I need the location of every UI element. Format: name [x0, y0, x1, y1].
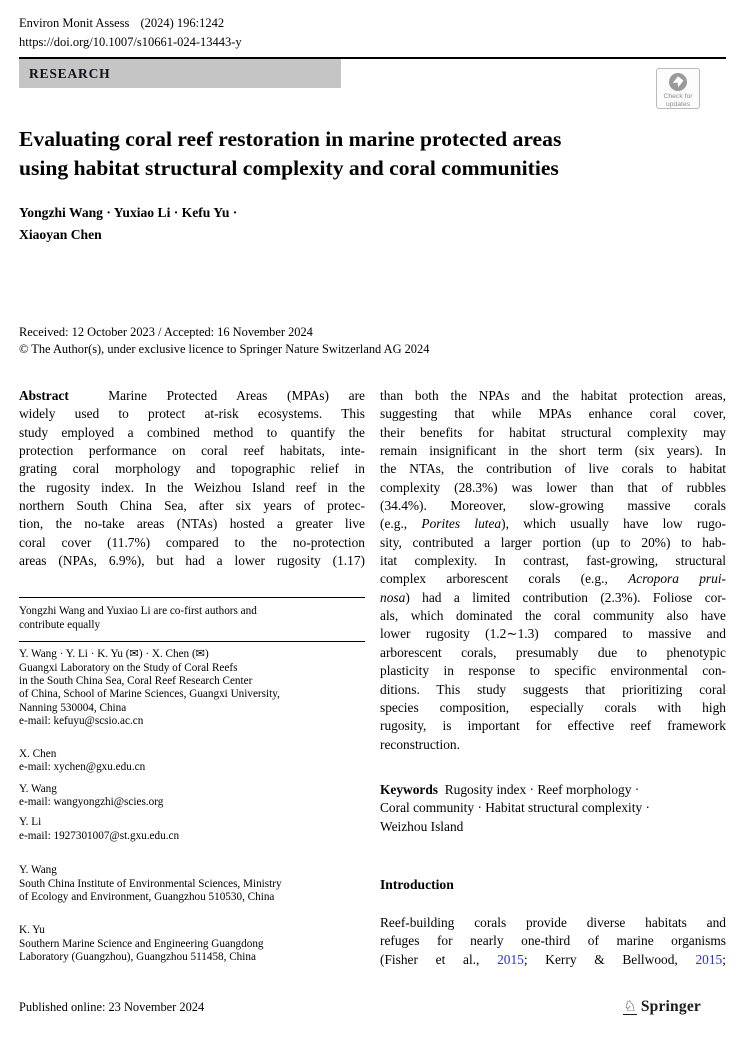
publisher-name: Springer: [640, 998, 701, 1015]
text-line: using habitat structural complexity and coral communities: [19, 155, 559, 180]
text-line: protection performance on coral reef habitats, inte-: [19, 443, 365, 459]
springer-knight-icon: ♘: [623, 997, 637, 1015]
text-line: Y. Wang: [19, 864, 57, 877]
text-line: X. Chen: [19, 747, 57, 760]
text-line: e-mail: kefuyu@scsio.ac.cn: [19, 715, 144, 728]
left-column: [19, 387, 365, 969]
text-line: Xiaoyan Chen: [19, 226, 102, 242]
text-line: (Fisher et al., 2015; Kerry & Bellwood, 2015;: [380, 951, 726, 967]
check-updates-icon: [667, 71, 689, 93]
text-line: complexity (28.3%) was lower than that of rubbles: [380, 479, 726, 495]
text-line: als, which dominated the coral community also have: [380, 608, 726, 624]
text-line: Evaluating coral reef restoration in marine protected areas: [19, 127, 562, 151]
text-line: ditions. This study suggests that prioritizing coral: [380, 681, 726, 697]
affiliation-block-4: [19, 816, 365, 843]
text-line: Yongzhi Wang · Yuxiao Li · Kefu Yu ·: [19, 205, 238, 220]
text-line: nosa) had a limited contribution (2.3%). Foliose cor-: [380, 589, 726, 605]
text-line: the NTAs, the contribution of live corals to habitat: [380, 461, 726, 477]
text-line: Y. Wang: [19, 782, 57, 795]
text-line: itat complexity. In contrast, fast-growing, structural: [380, 553, 726, 569]
affiliation-block-5: [19, 864, 365, 904]
text-line: rugosity, is important for effective reef framework: [380, 718, 726, 734]
text-line: northern South China Sea, after six years of protec-: [19, 498, 365, 514]
citation-link[interactable]: 2015: [695, 951, 723, 967]
right-column: [380, 387, 726, 969]
affiliation-block-6: [19, 924, 365, 964]
text-line: e-mail: xychen@gxu.edu.cn: [19, 761, 146, 774]
text-line: Reef-building corals provide diverse habitats and: [380, 914, 726, 930]
introduction-heading: Introduction: [380, 876, 454, 892]
article-meta: [19, 324, 726, 358]
abstract-left: [19, 387, 365, 570]
issue-ref: (2024) 196:1242: [140, 16, 225, 30]
text-line: Southern Marine Science and Engineering Guangdong: [19, 937, 264, 950]
banner-rule: [19, 57, 726, 88]
research-banner: RESEARCH: [19, 59, 341, 88]
journal-citation-line: [19, 14, 242, 33]
text-line: Guangxi Laboratory on the Study of Coral Reefs: [19, 661, 238, 674]
text-line: reconstruction.: [380, 736, 460, 752]
check-updates-label-line2: updates: [665, 100, 691, 108]
journal-name: Environ Monit Assess: [19, 16, 130, 30]
text-line: suggesting that while MPAs enhance coral cover,: [380, 406, 726, 422]
published-online-line: Published online: 23 November 2024: [19, 999, 205, 1014]
check-updates-label-line1: Check for: [663, 93, 693, 100]
text-line: e-mail: wangyongzhi@scies.org: [19, 795, 164, 808]
springer-logo: [623, 998, 701, 1016]
text-line: contribute equally: [19, 618, 101, 631]
text-line: species composition, especially corals with high: [380, 699, 726, 715]
text-line: of Ecology and Environment, Guangzhou 510530, China: [19, 890, 275, 903]
introduction-text: [380, 914, 726, 969]
affiliation-block-1: [19, 648, 365, 728]
text-line: complex arborescent corals (e.g., Acropora prui-: [380, 571, 726, 587]
text-line: South China Institute of Environmental Sciences, Ministry: [19, 877, 282, 890]
paper-title: [19, 125, 726, 182]
text-line: Yongzhi Wang and Yuxiao Li are co-first authors and: [19, 605, 257, 618]
text-line: widely used to protect at-risk ecosystems. This: [19, 406, 365, 422]
text-line: Nanning 530004, China: [19, 701, 127, 714]
copyright-line: © The Author(s), under exclusive licence to Springer Nature Switzerland AG 2024: [19, 342, 430, 356]
text-line: Laboratory (Guangzhou), Guangzhou 511458, China: [19, 951, 256, 964]
text-line: remain insignificant in the short term (six years). In: [380, 443, 726, 459]
author-list: [19, 202, 726, 245]
text-line: refuges for nearly one-third of marine organisms: [380, 933, 726, 949]
text-line: (e.g., Porites lutea), which usually have low rugo-: [380, 516, 726, 532]
text-line: Weizhou Island: [380, 818, 464, 834]
text-line: Abstract Marine Protected Areas (MPAs) are: [19, 388, 365, 403]
text-line: than both the NPAs and the habitat protection areas,: [380, 388, 726, 403]
text-line: study employed a combined method to quantify the: [19, 424, 365, 440]
text-line: of China, School of Marine Sciences, Guangxi University,: [19, 688, 280, 701]
text-line: the rugosity index. In the Weizhou Island reef in the: [19, 479, 365, 495]
text-line: grating coral morphology and topographic relief in: [19, 461, 365, 477]
text-line: Keywords Rugosity index · Reef morphology ·: [380, 781, 640, 797]
doi-line: https://doi.org/10.1007/s10661-024-13443-y: [19, 35, 242, 49]
text-line: Y. Wang · Y. Li · K. Yu (✉) · X. Chen (✉): [19, 648, 209, 661]
text-line: coral cover (11.7%) compared to the no-protection: [19, 534, 365, 550]
check-for-updates-badge[interactable]: [656, 68, 700, 109]
text-line: e-mail: 1927301007@st.gxu.edu.cn: [19, 829, 180, 842]
text-line: Coral community · Habitat structural complexity ·: [380, 800, 650, 816]
footnote-separator-2: [19, 641, 365, 642]
text-line: arborescent corals, presumably due to phenotypic: [380, 644, 726, 660]
text-line: tion, the no-take areas (NTAs) hosted a greater live: [19, 516, 365, 532]
received-accepted-line: Received: 12 October 2023 / Accepted: 16 November 2024: [19, 325, 313, 339]
keywords-block: [380, 781, 726, 836]
page-footer: [19, 998, 701, 1016]
affiliation-block-3: [19, 783, 365, 810]
text-line: lower rugosity (1.2∼1.3) compared to massive and: [380, 626, 726, 642]
page-header: [19, 14, 242, 52]
text-line: their benefits for habitat structural complexity may: [380, 424, 726, 440]
affiliation-block-2: [19, 748, 365, 775]
footnote-separator-1: [19, 597, 365, 598]
text-line: K. Yu: [19, 924, 45, 937]
text-line: Y. Li: [19, 816, 42, 829]
cofirst-author-note: [19, 605, 365, 632]
body-columns: [19, 387, 726, 969]
text-line: (34.4%). Moreover, slow-growing massive corals: [380, 498, 726, 514]
text-line: areas (NPAs, 6.9%), but had a lower rugosity (1.17): [19, 553, 365, 569]
text-line: in the South China Sea, Coral Reef Research Center: [19, 675, 253, 688]
text-line: sity, contributed a larger portion (up to 20%) to hab-: [380, 534, 726, 550]
text-line: plasticity in response to specific environmental con-: [380, 663, 726, 679]
abstract-right: [380, 387, 726, 754]
citation-link[interactable]: 2015: [497, 951, 524, 967]
